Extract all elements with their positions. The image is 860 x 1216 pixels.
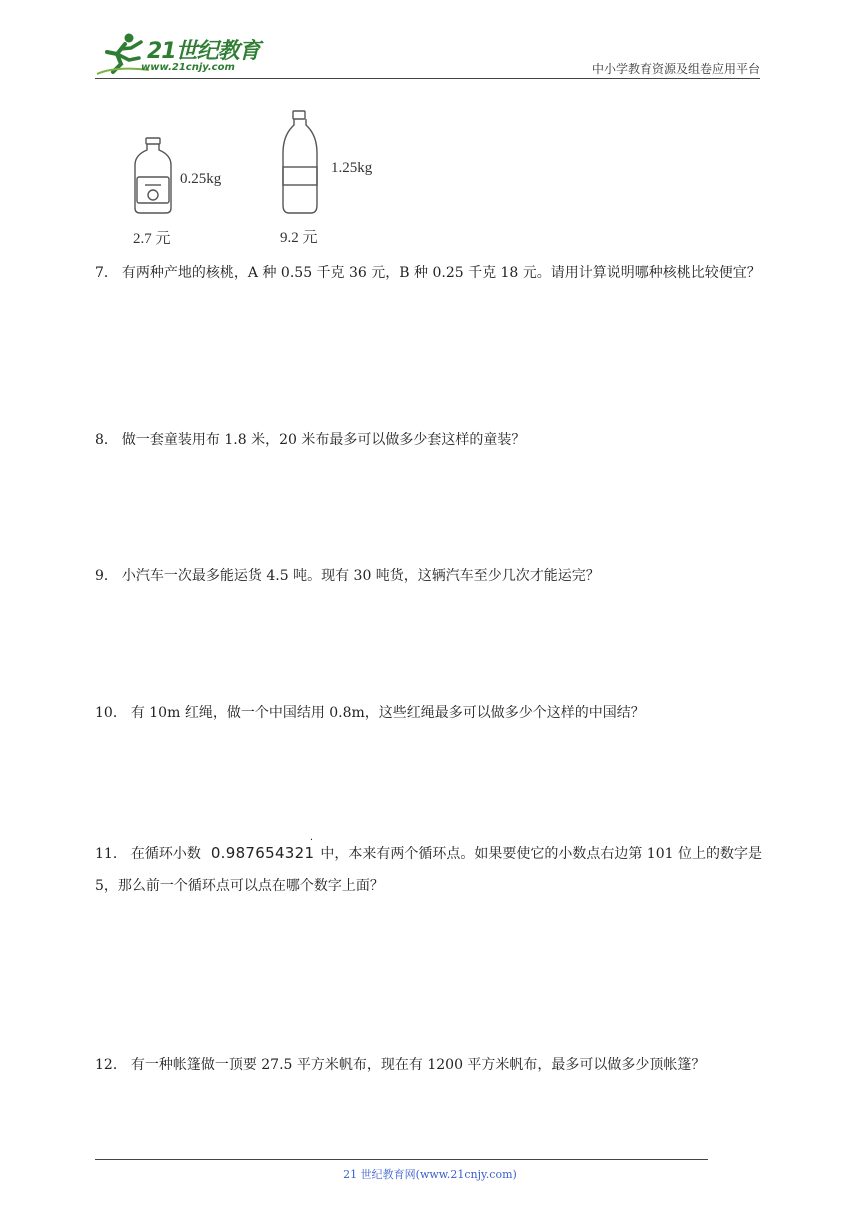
small-bottle-icon <box>135 138 171 213</box>
footer-divider <box>95 1159 708 1160</box>
page-header <box>95 30 760 80</box>
question-number: 7． <box>95 265 118 281</box>
question-text: 有两种产地的核桃，A 种 0.55 千克 36 元，B 种 0.25 千克 18 元。请用计算说明哪种核桃比较便宜？ <box>121 265 761 281</box>
question-text: 有 10m 红绳，做一个中国结用 0.8m，这些红绳最多可以做多少个这样的中国结？ <box>130 705 645 721</box>
question-number: 10． <box>95 705 127 721</box>
large-bottle-icon <box>283 111 317 213</box>
logo-url: www.21cnjy.com <box>141 62 235 73</box>
question-text-after: 中，本来有两个循环点。如果要使它的小数点右边第 101 位上的数字是 5，那么前一个循环点可以点在哪个数字上面？ <box>95 846 762 894</box>
question-10 <box>95 697 765 729</box>
question-text: 做一套童装用布 1.8 米，20 米布最多可以做多少套这样的童装？ <box>121 432 526 448</box>
decimal-value: 0.987654321 <box>210 844 315 862</box>
site-logo <box>95 32 265 76</box>
large-bottle-price: 9.2 元 <box>280 230 318 246</box>
question-number: 8． <box>95 432 118 448</box>
small-bottle-price: 2.7 元 <box>133 231 171 247</box>
page-footer: 21 世纪教育网(www.21cnjy.com) <box>343 1168 517 1181</box>
question-text: 小汽车一次最多能运货 4.5 吨。现有 30 吨货，这辆汽车至少几次才能运完？ <box>121 568 600 584</box>
bottles-figure <box>125 105 395 250</box>
question-number: 9． <box>95 568 118 584</box>
question-12 <box>95 1049 765 1081</box>
question-7 <box>95 257 765 289</box>
header-divider <box>95 78 760 79</box>
question-number: 12． <box>95 1057 127 1073</box>
small-bottle-weight: 0.25kg <box>180 171 222 187</box>
question-text-before: 在循环小数 <box>130 846 201 862</box>
question-11 <box>95 837 765 902</box>
large-bottle-weight: 1.25kg <box>331 160 373 176</box>
repeating-decimal <box>210 835 315 862</box>
question-text: 有一种帐篷做一顶要 27.5 平方米帆布，现在有 1200 平方米帆布，最多可以做多少顶帐篷？ <box>130 1057 706 1073</box>
question-number: 11． <box>95 846 127 862</box>
platform-name: 中小学教育资源及组卷应用平台 <box>591 62 760 76</box>
logo-text: 21世纪教育 <box>147 39 260 64</box>
repeat-dot-mark: · <box>309 835 314 846</box>
question-8 <box>95 424 765 456</box>
question-9 <box>95 560 765 592</box>
